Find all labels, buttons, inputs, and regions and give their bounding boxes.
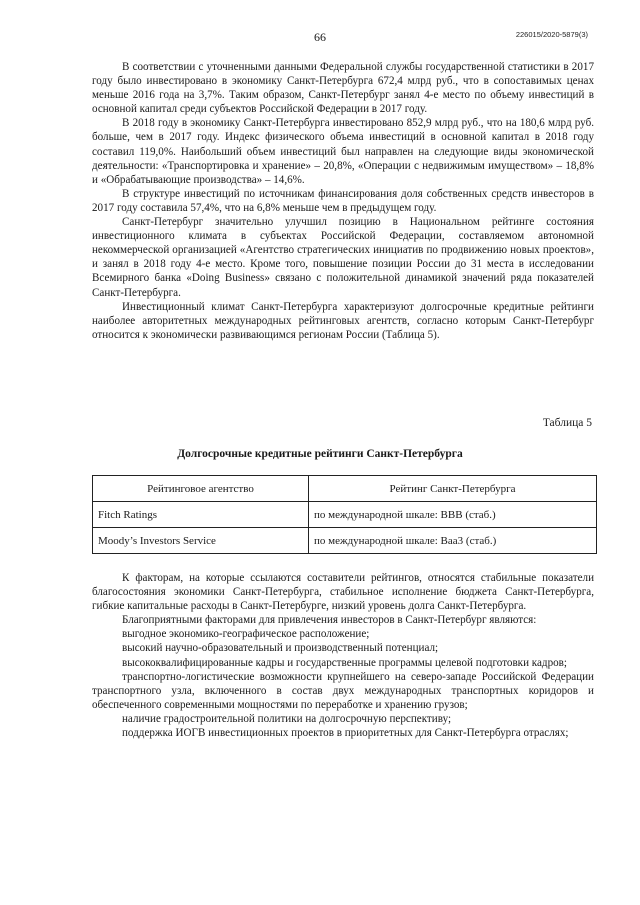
table-title: Долгосрочные кредитные рейтинги Санкт-Петербурга bbox=[177, 448, 463, 460]
paragraph: Благоприятными факторами для привлечения инвесторов в Санкт-Петербург являются: bbox=[122, 614, 537, 627]
paragraph: Санкт-Петербург значительно улучшил позицию в Национальном рейтинге состояния инвестиционного климата в субъектах Российской Федерации, составляемом автономной некоммерческой организацией «Агентство стратегических инициатив по продвижению новых проектов», и занял в 2018 году 4-е место. Кроме того, повышение позиции России до 31 места в исследовании Всемирного банка «Doing Business» связано с положительной динамикой значений ряда показателей Санкт-Петербурга. bbox=[92, 216, 594, 299]
list-item: наличие градостроительной политики на долгосрочную перспективу; bbox=[122, 712, 452, 725]
table-header-row bbox=[93, 476, 597, 502]
ratings-table bbox=[92, 475, 597, 554]
list-item: высокий научно-образовательный и производственный потенциал; bbox=[122, 642, 439, 655]
rating-cell: по международной шкале: BBB (стаб.) bbox=[309, 502, 597, 528]
paragraph: К факторам, на которые ссылаются составители рейтингов, относятся стабильные показатели благосостояния экономики Санкт-Петербурга, стабильное исполнение бюджета Санкт-Петербурга, гибкие капитальные расходы в Санкт-Петербурге, низкий уровень долга Санкт-Петербурга. bbox=[92, 572, 594, 613]
body-text-bottom bbox=[92, 571, 594, 740]
list-item: поддержка ИОГВ инвестиционных проектов в приоритетных для Санкт-Петербурга отраслях; bbox=[122, 727, 569, 740]
paragraph: В 2018 году в экономику Санкт-Петербурга инвестировано 852,9 млрд руб., что на 180,6 млрд руб. больше, чем в 2017 году. Индекс физического объема инвестиций в основной капитал в 2018 году составил 119,0%. Наибольший объем инвестиций был направлен на следующие виды экономической деятельности: «Транспортировка и хранение» – 20,8%, «Операции с недвижимым имуществом» – 18,8% и «Обрабатывающие производства» – 14,6%. bbox=[92, 117, 594, 186]
paragraph: В соответствии с уточненными данными Федеральной службы государственной статистики в 2017 году было инвестировано в экономику Санкт-Петербурга 672,4 млрд руб., что в сопоставимых ценах меньше 2016 года на 3,7%. Таким образом, Санкт-Петербург занял 4-е место по объему инвестиций в основной капитал среди субъектов Российской Федерации в 2017 году. bbox=[92, 61, 594, 116]
list-item: высококвалифицированные кадры и государственные программы целевой подготовки кадров; bbox=[122, 656, 567, 669]
body-text-top bbox=[92, 60, 594, 342]
rating-cell: по международной шкале: Baa3 (стаб.) bbox=[309, 528, 597, 554]
table-row bbox=[93, 528, 597, 554]
table-row bbox=[93, 502, 597, 528]
list-item: транспортно-логистические возможности крупнейшего на северо-западе Российской Федерации транспортного узла, включенного в состав двух международных транспортных коридоров и обеспеченного современными мощностями по переработке и хранению грузов; bbox=[92, 670, 594, 711]
list-item: выгодное экономико-географическое расположение; bbox=[122, 628, 370, 641]
column-header-agency: Рейтинговое агентство bbox=[93, 476, 309, 502]
paragraph: Инвестиционный климат Санкт-Петербурга характеризуют долгосрочные кредитные рейтинги наиболее авторитетных международных рейтинговых агентств, согласно которым Санкт-Петербург относится к экономически развивающимся регионам России (Таблица 5). bbox=[92, 300, 594, 341]
agency-cell: Fitch Ratings bbox=[93, 502, 309, 528]
paragraph: В структуре инвестиций по источникам финансирования доля собственных средств инвесторов в 2017 году составила 57,4%, что на 6,8% меньше чем в предыдущем году. bbox=[92, 187, 594, 214]
column-header-rating: Рейтинг Санкт-Петербурга bbox=[309, 476, 597, 502]
table-label: Таблица 5 bbox=[542, 417, 592, 429]
document-id: 226015/2020-5879(3) bbox=[515, 30, 588, 39]
page-number: 66 bbox=[314, 30, 326, 44]
agency-cell: Moody’s Investors Service bbox=[93, 528, 309, 554]
